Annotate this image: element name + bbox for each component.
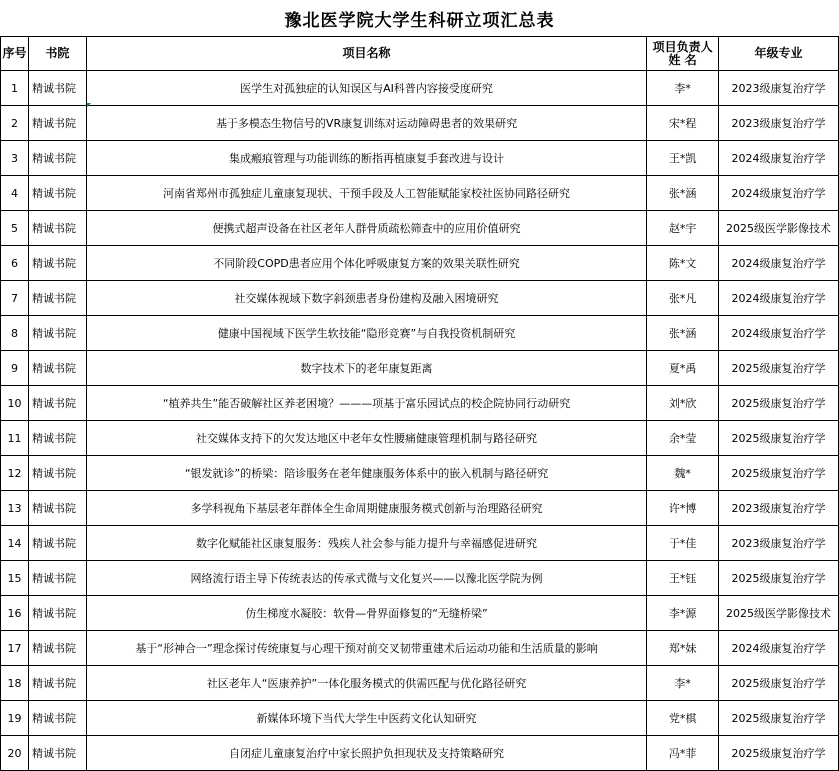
header-college[interactable]: 书院 (28, 37, 86, 71)
cell-college[interactable]: 精诚书院 (28, 316, 86, 351)
cell-project-name[interactable]: 基于多模态生物信号的VR康复训练对运动障碍患者的效果研究 (86, 106, 646, 141)
cell-leader[interactable]: 于*佳 (647, 526, 719, 561)
cell-leader[interactable]: 刘*欣 (647, 386, 719, 421)
cell-major[interactable]: 2025级康复治疗学 (719, 386, 839, 421)
table-row (1, 71, 839, 106)
cell-leader[interactable]: 许*博 (647, 491, 719, 526)
cell-no[interactable]: 10 (1, 386, 29, 421)
cell-college[interactable]: 精诚书院 (28, 666, 86, 701)
cell-major[interactable]: 2024级康复治疗学 (719, 246, 839, 281)
cell-project-name[interactable]: 网络流行语主导下传统表达的传承式微与文化复兴——以豫北医学院为例 (86, 561, 646, 596)
cell-project-name[interactable]: 自闭症儿童康复治疗中家长照护负担现状及支持策略研究 (86, 736, 646, 771)
cell-no[interactable]: 7 (1, 281, 29, 316)
cell-no[interactable]: 6 (1, 246, 29, 281)
cell-major[interactable]: 2025级医学影像技术 (719, 596, 839, 631)
table-row (1, 211, 839, 246)
cell-major[interactable]: 2023级康复治疗学 (719, 71, 839, 106)
table-row (1, 246, 839, 281)
cell-leader[interactable]: 宋*程 (647, 106, 719, 141)
cell-college[interactable]: 精诚书院 (28, 456, 86, 491)
cell-major[interactable]: 2024级康复治疗学 (719, 141, 839, 176)
cell-major[interactable]: 2025级康复治疗学 (719, 701, 839, 736)
cell-leader[interactable]: 李* (647, 71, 719, 106)
cell-leader[interactable]: 张*凡 (647, 281, 719, 316)
cell-college[interactable]: 精诚书院 (28, 106, 86, 141)
cell-project-name[interactable]: 基于“形神合一”理念探讨传统康复与心理干预对前交叉韧带重建术后运动功能和生活质量的影响 (86, 631, 646, 666)
cell-major[interactable]: 2025级康复治疗学 (719, 561, 839, 596)
table-row (1, 736, 839, 771)
cell-no[interactable]: 13 (1, 491, 29, 526)
cell-project-name[interactable]: 新媒体环境下当代大学生中医药文化认知研究 (86, 701, 646, 736)
table-row (1, 141, 839, 176)
cell-college[interactable]: 精诚书院 (28, 561, 86, 596)
comment-marker-icon (87, 103, 91, 107)
table-row (1, 351, 839, 386)
cell-project-name[interactable]: “银发就诊”的桥梁：陪诊服务在老年健康服务体系中的嵌入机制与路径研究 (86, 456, 646, 491)
cell-major[interactable]: 2025级康复治疗学 (719, 351, 839, 386)
cell-college[interactable]: 精诚书院 (28, 386, 86, 421)
table-row (1, 456, 839, 491)
table-row (1, 631, 839, 666)
cell-college[interactable]: 精诚书院 (28, 701, 86, 736)
cell-no[interactable]: 18 (1, 666, 29, 701)
cell-leader[interactable]: 张*涵 (647, 316, 719, 351)
cell-project-name[interactable]: 社交媒体支持下的欠发达地区中老年女性腰痛健康管理机制与路径研究 (86, 421, 646, 456)
header-project-name[interactable]: 项目名称 (86, 37, 646, 71)
sheet-title: 豫北医学院大学生科研立项汇总表 (284, 10, 555, 31)
table-row (1, 596, 839, 631)
cell-no[interactable]: 9 (1, 351, 29, 386)
cell-project-name[interactable]: 集成瘢痕管理与功能训练的断指再植康复手套改进与设计 (86, 141, 646, 176)
cell-project-name[interactable]: 便携式超声设备在社区老年人群骨质疏松筛查中的应用价值研究 (86, 211, 646, 246)
cell-college[interactable]: 精诚书院 (28, 71, 86, 106)
header-no[interactable]: 序号 (1, 37, 29, 71)
cell-project-name[interactable]: 不同阶段COPD患者应用个体化呼吸康复方案的效果关联性研究 (86, 246, 646, 281)
cell-no[interactable]: 8 (1, 316, 29, 351)
cell-project-name[interactable]: 社区老年人“医康养护”一体化服务模式的供需匹配与优化路径研究 (86, 666, 646, 701)
cell-no[interactable]: 17 (1, 631, 29, 666)
cell-no[interactable]: 19 (1, 701, 29, 736)
cell-college[interactable]: 精诚书院 (28, 736, 86, 771)
project-table (0, 36, 839, 771)
table-row (1, 666, 839, 701)
cell-no[interactable]: 15 (1, 561, 29, 596)
cell-college[interactable]: 精诚书院 (28, 351, 86, 386)
cell-project-name[interactable]: 社交媒体视域下数字斜颈患者身份建构及融入困境研究 (86, 281, 646, 316)
cell-no[interactable]: 16 (1, 596, 29, 631)
cell-leader[interactable]: 魏* (647, 456, 719, 491)
cell-project-name[interactable]: 仿生梯度水凝胶：软骨—骨界面修复的“无缝桥梁” (86, 596, 646, 631)
cell-major[interactable]: 2024级康复治疗学 (719, 281, 839, 316)
cell-college[interactable]: 精诚书院 (28, 141, 86, 176)
cell-college[interactable]: 精诚书院 (28, 281, 86, 316)
header-row (1, 37, 839, 71)
table-row (1, 561, 839, 596)
table-row (1, 176, 839, 211)
cell-major[interactable]: 2024级康复治疗学 (719, 631, 839, 666)
cell-major[interactable]: 2025级康复治疗学 (719, 456, 839, 491)
cell-no[interactable]: 4 (1, 176, 29, 211)
cell-major[interactable]: 2023级康复治疗学 (719, 526, 839, 561)
table-row (1, 701, 839, 736)
header-leader[interactable] (647, 37, 719, 71)
cell-no[interactable]: 11 (1, 421, 29, 456)
cell-major[interactable]: 2024级康复治疗学 (719, 176, 839, 211)
cell-major[interactable]: 2025级康复治疗学 (719, 666, 839, 701)
cell-project-name[interactable]: 多学科视角下基层老年群体全生命周期健康服务模式创新与治理路径研究 (86, 491, 646, 526)
cell-leader[interactable]: 李*源 (647, 596, 719, 631)
cell-leader[interactable]: 冯*菲 (647, 736, 719, 771)
cell-project-name[interactable]: 河南省郑州市孤独症儿童康复现状、干预手段及人工智能赋能家校社医协同路径研究 (86, 176, 646, 211)
cell-leader[interactable]: 党*棋 (647, 701, 719, 736)
cell-college[interactable]: 精诚书院 (28, 491, 86, 526)
cell-leader[interactable]: 郑*妹 (647, 631, 719, 666)
cell-project-name[interactable]: 健康中国视域下医学生软技能“隐形竞赛”与自我投资机制研究 (86, 316, 646, 351)
cell-college[interactable]: 精诚书院 (28, 176, 86, 211)
table-row (1, 316, 839, 351)
cell-major[interactable]: 2023级康复治疗学 (719, 491, 839, 526)
cell-college[interactable]: 精诚书院 (28, 211, 86, 246)
cell-major[interactable]: 2023级康复治疗学 (719, 106, 839, 141)
cell-no[interactable]: 1 (1, 71, 29, 106)
cell-leader[interactable]: 赵*宇 (647, 211, 719, 246)
cell-project-name[interactable]: 医学生对孤独症的认知误区与AI科普内容接受度研究 (86, 71, 646, 106)
cell-major[interactable]: 2025级医学影像技术 (719, 211, 839, 246)
cell-no[interactable]: 3 (1, 141, 29, 176)
header-major[interactable]: 年级专业 (719, 37, 839, 71)
cell-leader[interactable]: 李* (647, 666, 719, 701)
cell-leader[interactable]: 陈*文 (647, 246, 719, 281)
cell-college[interactable]: 精诚书院 (28, 246, 86, 281)
cell-no[interactable]: 12 (1, 456, 29, 491)
header-leader-line1: 项目负责人 (652, 39, 713, 54)
cell-college[interactable]: 精诚书院 (28, 526, 86, 561)
header-leader-line2: 姓 名 (668, 52, 697, 67)
cell-leader[interactable]: 王*凯 (647, 141, 719, 176)
table-row (1, 106, 839, 141)
cell-major[interactable]: 2025级康复治疗学 (719, 736, 839, 771)
table-row (1, 421, 839, 456)
cell-no[interactable]: 20 (1, 736, 29, 771)
cell-project-name[interactable]: 数字技术下的老年康复距离 (86, 351, 646, 386)
cell-college[interactable]: 精诚书院 (28, 631, 86, 666)
table-row (1, 386, 839, 421)
cell-college[interactable]: 精诚书院 (28, 421, 86, 456)
cell-project-name[interactable]: “植养共生”能否破解社区养老困境？———项基于富乐园试点的校企院协同行动研究 (86, 386, 646, 421)
cell-no[interactable]: 2 (1, 106, 29, 141)
table-row (1, 491, 839, 526)
cell-major[interactable]: 2024级康复治疗学 (719, 316, 839, 351)
cell-leader[interactable]: 夏*禹 (647, 351, 719, 386)
cell-college[interactable]: 精诚书院 (28, 596, 86, 631)
cell-leader[interactable]: 余*莹 (647, 421, 719, 456)
cell-no[interactable]: 14 (1, 526, 29, 561)
table-row (1, 526, 839, 561)
cell-leader[interactable]: 张*涵 (647, 176, 719, 211)
cell-leader[interactable]: 王*钰 (647, 561, 719, 596)
table-row (1, 281, 839, 316)
cell-major[interactable]: 2025级康复治疗学 (719, 421, 839, 456)
cell-project-name[interactable]: 数字化赋能社区康复服务：残疾人社会参与能力提升与幸福感促进研究 (86, 526, 646, 561)
cell-no[interactable]: 5 (1, 211, 29, 246)
